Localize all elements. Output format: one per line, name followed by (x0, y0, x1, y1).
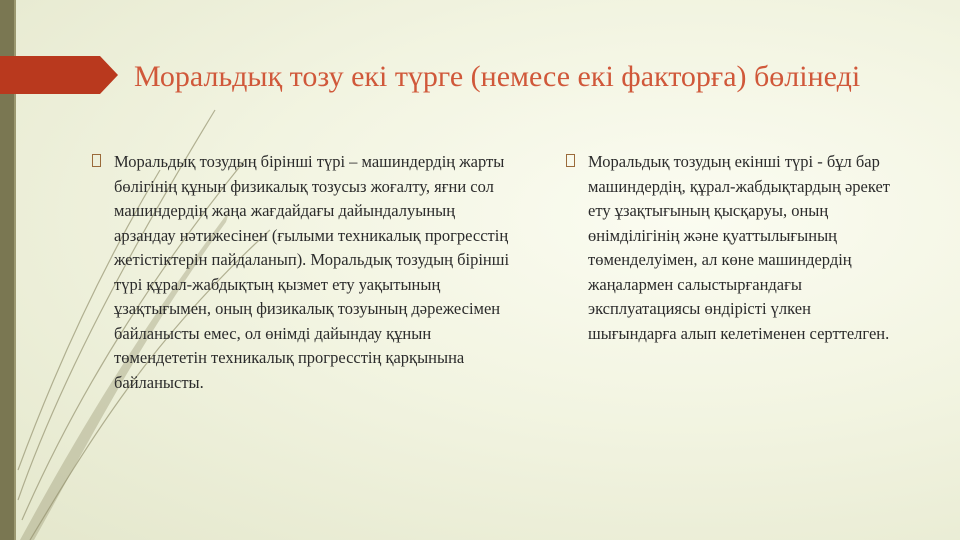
slide-title: Моральдық тозу екі түрге (немесе екі факторға) бөлінеді (134, 60, 861, 93)
right-column-text: Моральдық тозудың екінші түрі - бұл бар машиндердің, құрал-жабдықтардың әрекет ету ұзақтығының қысқаруы, оның өнімділігінің және қуаттылығының төменделуімен, ал көне машиндердің жаңалармен салыстырғандағы эксплуатациясы өндірісті үлкен шығындарға алып келетіменен серттелген. (588, 152, 890, 343)
title-accent-tab (0, 56, 118, 94)
bullet-icon (566, 154, 575, 167)
bullet-icon (92, 154, 101, 167)
left-column (92, 150, 512, 395)
right-column (566, 150, 896, 346)
left-column-text: Моральдық тозудың бірінші түрі – машиндердің жарты бөлігінің құнын физикалық тозусыз жоғалту, яғни сол машиндердің жаңа жағдайдағы дайындалуының арзандау нәтижесінен (ғылыми техникалық прогресстің жетістіктерін пайдаланып). Моральдық тозудың бірінші түрі құрал-жабдықтың қызмет ету уақытының ұзақтығымен, оның физикалық тозуының дәрежесімен байланысты емес, ол өнімді дайындау құнын төмендететін техникалық прогресстің қарқынына байланысты. (114, 152, 510, 392)
